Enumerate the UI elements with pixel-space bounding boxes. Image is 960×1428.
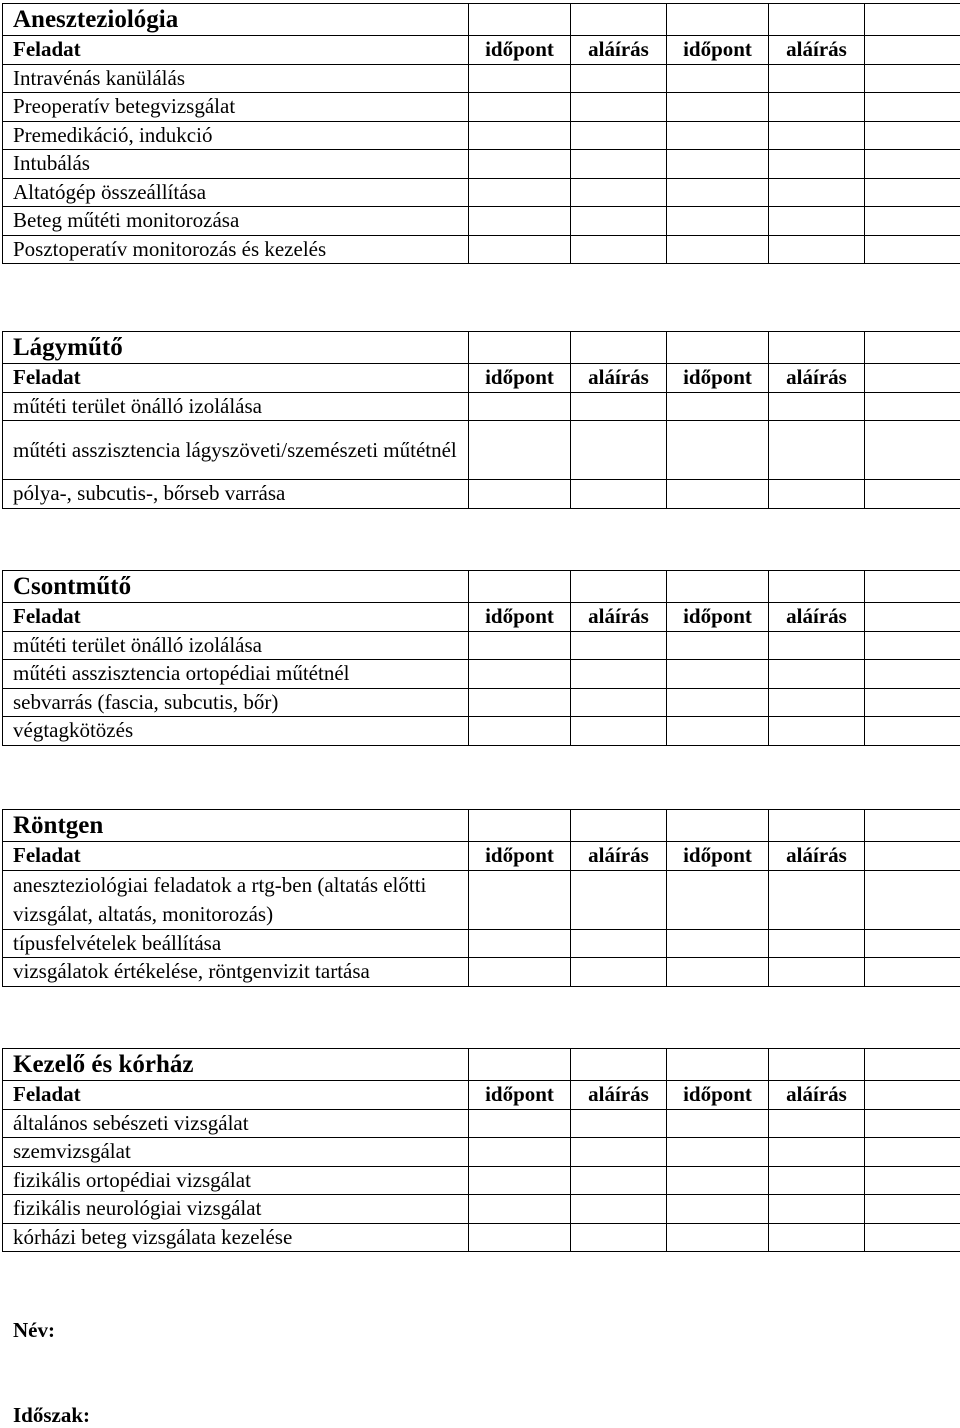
blank-cell [667, 1049, 769, 1081]
signature-cell[interactable] [571, 1109, 667, 1138]
date-cell[interactable] [667, 207, 769, 236]
date-cell[interactable] [469, 929, 571, 958]
task-name: műtéti terület önálló izolálása [3, 392, 469, 421]
task-name: kórházi beteg vizsgálata kezelése [3, 1223, 469, 1252]
task-table [2, 1048, 960, 1252]
blank-cell [571, 810, 667, 842]
date-cell[interactable] [469, 1166, 571, 1195]
name-label: Név: [13, 1318, 55, 1343]
task-row [3, 93, 960, 122]
blank-cell [469, 810, 571, 842]
date-cell[interactable] [469, 958, 571, 987]
date-cell[interactable] [667, 480, 769, 509]
blank-cell [769, 1049, 865, 1081]
task-table [2, 809, 960, 987]
signature-cell[interactable] [769, 1195, 865, 1224]
date-cell[interactable] [667, 93, 769, 122]
signature-cell[interactable] [571, 178, 667, 207]
blank-cell [769, 332, 865, 364]
blank-cell [865, 688, 960, 717]
task-row [3, 178, 960, 207]
signature-column-header: aláírás [571, 36, 667, 65]
date-cell[interactable] [469, 870, 571, 929]
signature-cell[interactable] [571, 1138, 667, 1167]
signature-cell[interactable] [571, 421, 667, 480]
column-header-row [3, 1081, 960, 1110]
signature-cell[interactable] [571, 660, 667, 689]
signature-cell[interactable] [769, 421, 865, 480]
blank-cell [469, 1049, 571, 1081]
period-label: Időszak: [13, 1403, 90, 1428]
blank-cell [865, 870, 960, 929]
date-column-header: időpont [469, 364, 571, 393]
date-cell[interactable] [469, 178, 571, 207]
task-name: típusfelvételek beállítása [3, 929, 469, 958]
task-row [3, 958, 960, 987]
blank-cell [865, 660, 960, 689]
date-cell[interactable] [667, 1166, 769, 1195]
date-cell[interactable] [667, 235, 769, 264]
signature-cell[interactable] [571, 688, 667, 717]
section-title: Röntgen [3, 810, 469, 842]
blank-cell [865, 64, 960, 93]
task-name: vizsgálatok értékelése, röntgenvizit tartása [3, 958, 469, 987]
section-csontmuto [2, 570, 960, 746]
task-row [3, 1109, 960, 1138]
signature-cell[interactable] [769, 958, 865, 987]
date-column-header: időpont [469, 1081, 571, 1110]
task-row [3, 688, 960, 717]
blank-cell [865, 1109, 960, 1138]
blank-cell [865, 1223, 960, 1252]
blank-cell [865, 1049, 960, 1081]
task-row [3, 480, 960, 509]
signature-cell[interactable] [571, 235, 667, 264]
date-cell[interactable] [469, 717, 571, 746]
blank-cell [865, 631, 960, 660]
signature-cell[interactable] [571, 1195, 667, 1224]
date-cell[interactable] [469, 121, 571, 150]
task-name: Preoperatív betegvizsgálat [3, 93, 469, 122]
blank-cell [865, 842, 960, 871]
signature-cell[interactable] [571, 64, 667, 93]
date-cell[interactable] [469, 688, 571, 717]
blank-cell [571, 571, 667, 603]
signature-column-header: aláírás [571, 1081, 667, 1110]
signature-column-header: aláírás [769, 364, 865, 393]
task-row [3, 1166, 960, 1195]
task-name: végtagkötözés [3, 717, 469, 746]
date-cell[interactable] [667, 1138, 769, 1167]
signature-cell[interactable] [571, 207, 667, 236]
signature-cell[interactable] [769, 178, 865, 207]
blank-cell [865, 121, 960, 150]
task-column-header: Feladat [3, 603, 469, 632]
date-cell[interactable] [469, 1195, 571, 1224]
section-kezelo-korhaz [2, 1048, 960, 1252]
task-name: Posztoperatív monitorozás és kezelés [3, 235, 469, 264]
task-row [3, 1138, 960, 1167]
task-row [3, 1195, 960, 1224]
task-column-header: Feladat [3, 842, 469, 871]
section-title: Lágyműtő [3, 332, 469, 364]
signature-column-header: aláírás [769, 603, 865, 632]
blank-cell [865, 717, 960, 746]
date-column-header: időpont [667, 1081, 769, 1110]
signature-cell[interactable] [769, 717, 865, 746]
task-row [3, 235, 960, 264]
signature-cell[interactable] [769, 929, 865, 958]
blank-cell [769, 810, 865, 842]
date-cell[interactable] [469, 392, 571, 421]
section-title-row [3, 810, 960, 842]
blank-cell [865, 364, 960, 393]
task-row [3, 392, 960, 421]
signature-cell[interactable] [571, 929, 667, 958]
signature-cell[interactable] [571, 870, 667, 929]
column-header-row [3, 36, 960, 65]
date-cell[interactable] [667, 660, 769, 689]
date-cell[interactable] [469, 660, 571, 689]
task-row [3, 631, 960, 660]
task-table [2, 331, 960, 509]
task-name: sebvarrás (fascia, subcutis, bőr) [3, 688, 469, 717]
signature-cell[interactable] [571, 150, 667, 179]
signature-cell[interactable] [769, 660, 865, 689]
date-cell[interactable] [469, 480, 571, 509]
section-title-row [3, 4, 960, 36]
signature-cell[interactable] [571, 1166, 667, 1195]
date-cell[interactable] [667, 421, 769, 480]
blank-cell [667, 571, 769, 603]
task-row [3, 64, 960, 93]
date-cell[interactable] [667, 64, 769, 93]
task-name: általános sebészeti vizsgálat [3, 1109, 469, 1138]
date-cell[interactable] [469, 235, 571, 264]
date-cell[interactable] [469, 631, 571, 660]
blank-cell [865, 1081, 960, 1110]
blank-cell [571, 4, 667, 36]
signature-cell[interactable] [769, 64, 865, 93]
task-row [3, 150, 960, 179]
blank-cell [865, 480, 960, 509]
blank-cell [469, 571, 571, 603]
signature-cell[interactable] [571, 1223, 667, 1252]
date-cell[interactable] [667, 929, 769, 958]
blank-cell [769, 4, 865, 36]
signature-cell[interactable] [571, 717, 667, 746]
date-column-header: időpont [469, 36, 571, 65]
date-column-header: időpont [667, 364, 769, 393]
task-name: fizikális neurológiai vizsgálat [3, 1195, 469, 1224]
signature-column-header: aláírás [571, 842, 667, 871]
column-header-row [3, 842, 960, 871]
date-cell[interactable] [469, 93, 571, 122]
blank-cell [865, 332, 960, 364]
section-title-row [3, 332, 960, 364]
signature-cell[interactable] [769, 870, 865, 929]
date-cell[interactable] [667, 392, 769, 421]
blank-cell [769, 571, 865, 603]
signature-cell[interactable] [769, 150, 865, 179]
date-cell[interactable] [469, 207, 571, 236]
signature-column-header: aláírás [571, 603, 667, 632]
task-row [3, 121, 960, 150]
date-cell[interactable] [469, 150, 571, 179]
date-column-header: időpont [667, 603, 769, 632]
signature-cell[interactable] [769, 1223, 865, 1252]
signature-cell[interactable] [769, 392, 865, 421]
section-title: Kezelő és kórház [3, 1049, 469, 1081]
signature-column-header: aláírás [769, 1081, 865, 1110]
signature-cell[interactable] [769, 1138, 865, 1167]
blank-cell [865, 150, 960, 179]
section-anesztezio [2, 3, 960, 264]
date-column-header: időpont [667, 842, 769, 871]
task-name: Beteg műtéti monitorozása [3, 207, 469, 236]
section-title: Aneszteziológia [3, 4, 469, 36]
date-column-header: időpont [469, 842, 571, 871]
blank-cell [865, 93, 960, 122]
date-cell[interactable] [667, 1109, 769, 1138]
blank-cell [571, 1049, 667, 1081]
task-table [2, 3, 960, 264]
signature-cell[interactable] [769, 480, 865, 509]
date-cell[interactable] [469, 1109, 571, 1138]
date-cell[interactable] [667, 688, 769, 717]
date-cell[interactable] [469, 64, 571, 93]
task-name: Intravénás kanülálás [3, 64, 469, 93]
date-cell[interactable] [667, 958, 769, 987]
blank-cell [865, 207, 960, 236]
date-cell[interactable] [667, 1195, 769, 1224]
section-title: Csontműtő [3, 571, 469, 603]
blank-cell [865, 958, 960, 987]
signature-cell[interactable] [769, 121, 865, 150]
task-name: Intubálás [3, 150, 469, 179]
column-header-row [3, 364, 960, 393]
signature-column-header: aláírás [769, 842, 865, 871]
date-cell[interactable] [469, 1223, 571, 1252]
signature-cell[interactable] [571, 631, 667, 660]
blank-cell [667, 332, 769, 364]
blank-cell [865, 421, 960, 480]
blank-cell [865, 603, 960, 632]
blank-cell [667, 810, 769, 842]
section-title-row [3, 571, 960, 603]
task-name: pólya-, subcutis-, bőrseb varrása [3, 480, 469, 509]
blank-cell [865, 571, 960, 603]
task-table [2, 570, 960, 746]
signature-cell[interactable] [769, 207, 865, 236]
task-row [3, 421, 960, 480]
signature-cell[interactable] [571, 392, 667, 421]
date-cell[interactable] [469, 1138, 571, 1167]
blank-cell [469, 332, 571, 364]
task-row [3, 207, 960, 236]
task-name: szemvizsgálat [3, 1138, 469, 1167]
date-cell[interactable] [667, 150, 769, 179]
task-name: műtéti terület önálló izolálása [3, 631, 469, 660]
task-column-header: Feladat [3, 1081, 469, 1110]
signature-column-header: aláírás [769, 36, 865, 65]
task-row [3, 870, 960, 929]
task-name: Altatógép összeállítása [3, 178, 469, 207]
task-row [3, 660, 960, 689]
blank-cell [865, 810, 960, 842]
blank-cell [865, 929, 960, 958]
signature-cell[interactable] [571, 958, 667, 987]
column-header-row [3, 603, 960, 632]
signature-column-header: aláírás [571, 364, 667, 393]
signature-cell[interactable] [571, 121, 667, 150]
signature-cell[interactable] [769, 1109, 865, 1138]
signature-cell[interactable] [769, 1166, 865, 1195]
blank-cell [865, 392, 960, 421]
task-name: Premedikáció, indukció [3, 121, 469, 150]
task-name: műtéti asszisztencia ortopédiai műtétnél [3, 660, 469, 689]
blank-cell [865, 1138, 960, 1167]
section-title-row [3, 1049, 960, 1081]
date-cell[interactable] [667, 121, 769, 150]
date-cell[interactable] [667, 631, 769, 660]
blank-cell [469, 4, 571, 36]
date-cell[interactable] [667, 717, 769, 746]
signature-cell[interactable] [571, 93, 667, 122]
task-row [3, 717, 960, 746]
date-cell[interactable] [469, 421, 571, 480]
blank-cell [571, 332, 667, 364]
blank-cell [865, 4, 960, 36]
date-cell[interactable] [667, 1223, 769, 1252]
signature-cell[interactable] [571, 480, 667, 509]
date-cell[interactable] [667, 178, 769, 207]
task-row [3, 929, 960, 958]
task-row [3, 1223, 960, 1252]
date-cell[interactable] [667, 870, 769, 929]
blank-cell [865, 235, 960, 264]
date-column-header: időpont [667, 36, 769, 65]
signature-cell[interactable] [769, 235, 865, 264]
signature-cell[interactable] [769, 93, 865, 122]
section-rontgen [2, 809, 960, 987]
task-column-header: Feladat [3, 364, 469, 393]
signature-cell[interactable] [769, 688, 865, 717]
task-name: műtéti asszisztencia lágyszöveti/szemészeti műtétnél [3, 421, 469, 480]
task-column-header: Feladat [3, 36, 469, 65]
date-column-header: időpont [469, 603, 571, 632]
blank-cell [865, 178, 960, 207]
blank-cell [865, 1166, 960, 1195]
blank-cell [865, 36, 960, 65]
blank-cell [865, 1195, 960, 1224]
section-lagymuto [2, 331, 960, 509]
signature-cell[interactable] [769, 631, 865, 660]
blank-cell [667, 4, 769, 36]
task-name: aneszteziológiai feladatok a rtg-ben (altatás előtti vizsgálat, altatás, monitorozás) [3, 870, 469, 929]
task-name: fizikális ortopédiai vizsgálat [3, 1166, 469, 1195]
